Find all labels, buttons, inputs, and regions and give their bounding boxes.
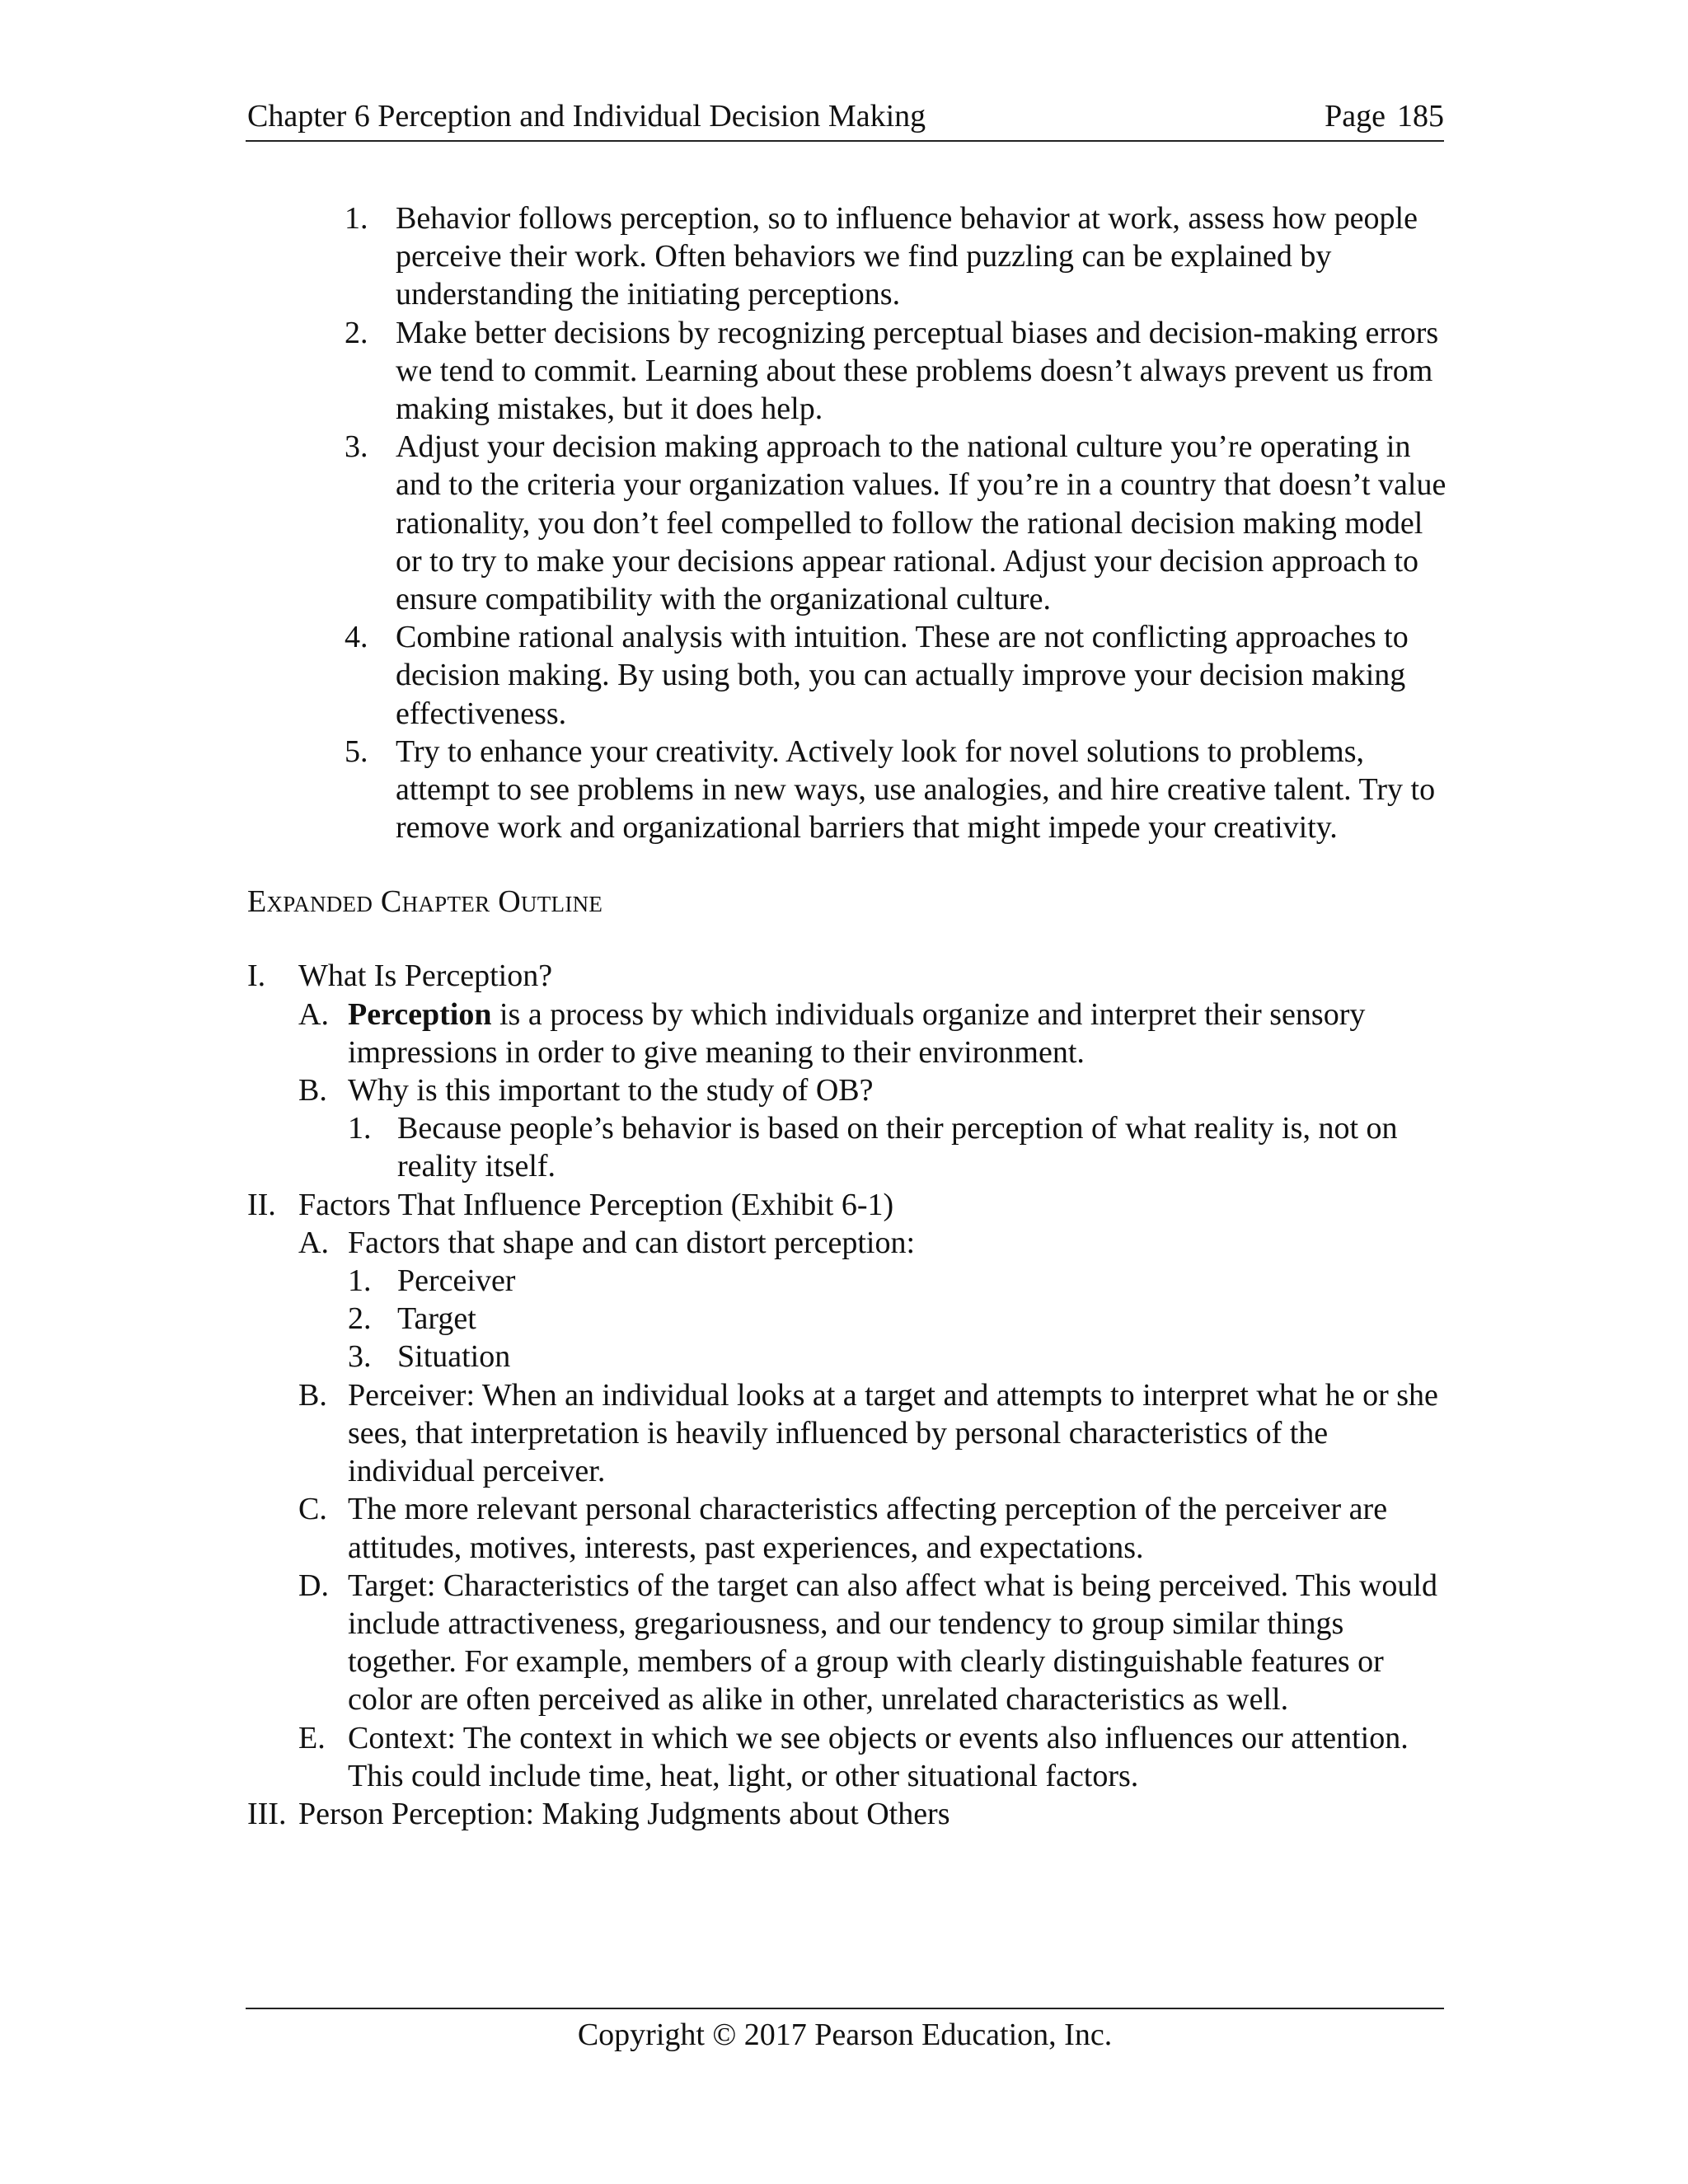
- number-label: 1.: [348, 1263, 372, 1299]
- outline-text: Target: [397, 1301, 476, 1337]
- outline-text: The more relevant personal characteristics affecting perception of the perceiver are attitudes, motives, interests, past experiences, and expectations.: [348, 1492, 1388, 1565]
- outline-item-ii-d: [298, 1567, 1451, 1719]
- intro-list: [345, 199, 1451, 846]
- number-label: 2.: [348, 1301, 372, 1337]
- section-title: What Is Perception?: [298, 958, 553, 994]
- chapter-outline: [247, 957, 1451, 1833]
- letter-label: A.: [298, 1225, 329, 1260]
- outline-text: Context: The context in which we see objects or events also influences our attention. This could include time, heat, light, or other situational factors.: [348, 1720, 1409, 1793]
- definition-text: is a process by which individuals organize and interpret their sensory impressions in order to give meaning to their environment.: [348, 996, 1366, 1070]
- outline-section-iii: [247, 1795, 1451, 1833]
- outline-text: Because people’s behavior is based on their perception of what reality is, not on reality itself.: [397, 1111, 1398, 1184]
- list-text: Try to enhance your creativity. Actively look for novel solutions to problems, attempt to see problems in new ways, use analogies, and hire creative talent. Try to remove work and organizational barriers that might impede your creativity.: [396, 733, 1436, 846]
- number-label: 1.: [348, 1111, 372, 1146]
- page-content: [247, 199, 1451, 1833]
- letter-label: E.: [298, 1720, 326, 1755]
- roman-numeral: II.: [247, 1187, 276, 1222]
- list-text: Behavior follows perception, so to influence behavior at work, assess how people perceive their work. Often behaviors we find puzzling can be explained by understanding the initiating perceptions.: [396, 201, 1418, 312]
- page-footer: [246, 2016, 1444, 2054]
- intro-list-item: [345, 428, 1451, 618]
- letter-label: B.: [298, 1377, 327, 1413]
- outline-item-ii-b: [298, 1376, 1451, 1491]
- section-title: Factors That Influence Perception (Exhibit 6-1): [298, 1187, 894, 1222]
- intro-list-item: [345, 733, 1451, 847]
- intro-list-item: [345, 314, 1451, 429]
- list-text: Make better decisions by recognizing perceptual biases and decision-making errors we tend to commit. Learning about these problems doesn’t always prevent us from making mistakes, but it does help.: [396, 315, 1439, 427]
- list-number: 4.: [345, 620, 368, 655]
- copyright-notice: Copyright © 2017 Pearson Education, Inc.: [577, 2018, 1113, 2052]
- number-label: 3.: [348, 1339, 372, 1375]
- intro-list-item: [345, 618, 1451, 733]
- outline-text: Situation: [397, 1339, 511, 1375]
- outline-item-ii-c: [298, 1490, 1451, 1566]
- page-label: Page: [1325, 99, 1386, 134]
- page-header: [246, 97, 1444, 142]
- outline-item-ii-e: [298, 1719, 1451, 1795]
- outline-item-i-b: [298, 1071, 1451, 1109]
- letter-label: D.: [298, 1568, 329, 1603]
- key-term: Perception: [348, 996, 492, 1032]
- list-number: 5.: [345, 733, 368, 769]
- letter-label: C.: [298, 1492, 327, 1527]
- list-number: 1.: [345, 201, 368, 236]
- chapter-title: Chapter 6 Perception and Individual Decision Making: [247, 99, 926, 134]
- intro-list-item: [345, 199, 1451, 314]
- list-number: 2.: [345, 315, 368, 350]
- outline-text: Target: Characteristics of the target can also affect what is being perceived. This would include attractiveness, gregariousness, and our tendency to group similar things together. For example, members of a group with clearly distinguishable features or color are often perceived as alike in other, unrelated characteristics as well.: [348, 1568, 1437, 1718]
- outline-text: Why is this important to the study of OB?: [348, 1073, 874, 1108]
- outline-section-i: [247, 957, 1451, 995]
- outline-text: Perceiver: [397, 1263, 516, 1299]
- outline-item-ii-a-3: [348, 1338, 1451, 1376]
- page-number: 185: [1397, 99, 1444, 134]
- list-text: Combine rational analysis with intuition. These are not conflicting approaches to decision making. By using both, you can actually improve your decision making effectiveness.: [396, 620, 1409, 731]
- roman-numeral: III.: [247, 1796, 287, 1831]
- page-indicator: [1325, 97, 1444, 135]
- letter-label: B.: [298, 1073, 327, 1108]
- outline-text: [348, 996, 1451, 1071]
- outline-text: Perceiver: When an individual looks at a target and attempts to interpret what he or she sees, that interpretation is heavily influenced by personal characteristics of the individual perceiver.: [348, 1377, 1438, 1489]
- letter-label: A.: [298, 996, 329, 1032]
- outline-section-ii: [247, 1186, 1451, 1224]
- section-title: Person Perception: Making Judgments about Others: [298, 1796, 950, 1831]
- roman-numeral: I.: [247, 958, 266, 994]
- outline-item-ii-a: [298, 1224, 1451, 1262]
- outline-text: Factors that shape and can distort perception:: [348, 1225, 916, 1260]
- outline-item-ii-a-1: [348, 1262, 1451, 1300]
- outline-item-i-b-1: [348, 1109, 1451, 1185]
- list-number: 3.: [345, 429, 368, 465]
- list-text: Adjust your decision making approach to the national culture you’re operating in and to the criteria your organization values. If you’re in a country that doesn’t value rationality, you don’t feel compelled to follow the rational decision making model or to try to make your decisions appear rational. Adjust your decision approach to ensure compatibility with the organizational culture.: [396, 429, 1447, 617]
- outline-item-ii-a-2: [348, 1300, 1451, 1338]
- footer-divider: [246, 2008, 1444, 2009]
- outline-item-i-a: [298, 996, 1451, 1071]
- section-heading: Expanded Chapter Outline: [247, 884, 603, 920]
